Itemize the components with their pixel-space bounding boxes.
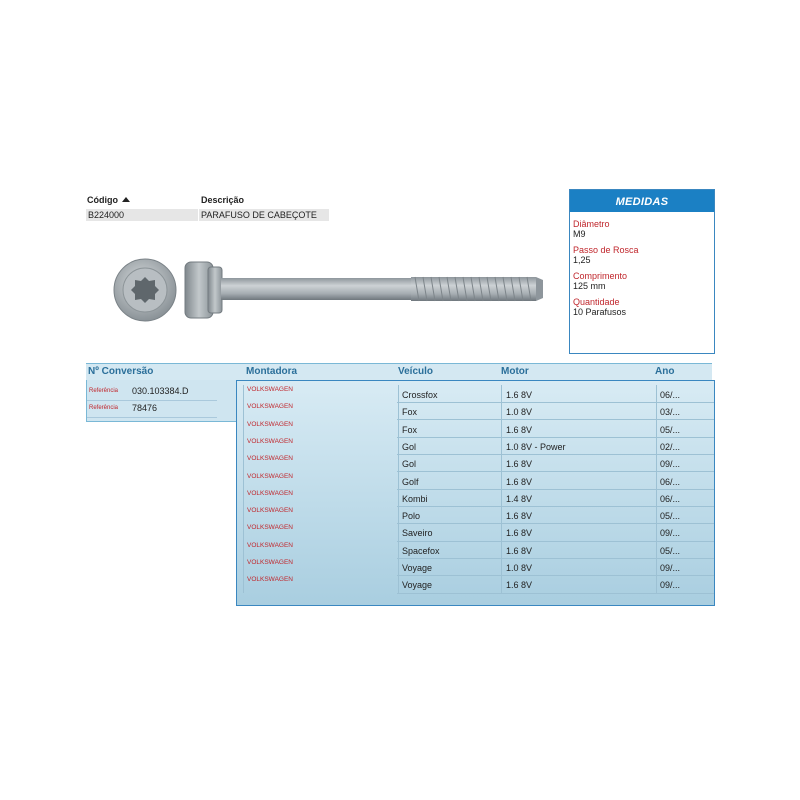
- engine-column-header: Motor: [501, 366, 529, 377]
- row-divider: [397, 437, 714, 438]
- table-row: [237, 558, 714, 575]
- maker-column-header: Montadora: [246, 366, 298, 377]
- table-row: [237, 454, 714, 471]
- engine-cell: 1.6 8V: [506, 545, 533, 556]
- reference-value: 78476: [132, 403, 158, 413]
- vehicle-cell: Fox: [402, 407, 418, 418]
- product-description: PARAFUSO DE CABEÇOTE: [199, 209, 329, 221]
- maker-cell: VOLKSWAGEN: [247, 472, 293, 480]
- engine-cell: 1.6 8V: [506, 459, 533, 470]
- table-row: [237, 575, 714, 592]
- year-cell: 09/...: [660, 580, 681, 591]
- year-cell: 06/...: [660, 390, 681, 400]
- year-column-header: Ano: [655, 366, 675, 377]
- grid-line: [243, 385, 244, 593]
- reference-row: [87, 401, 217, 418]
- engine-cell: 1.0 8V - Power: [506, 441, 566, 452]
- product-code: B224000: [86, 209, 198, 221]
- table-row: [237, 420, 714, 437]
- vehicle-column-header: Veículo: [398, 366, 434, 377]
- measures-title: MEDIDAS: [570, 190, 714, 212]
- measures-panel: [569, 189, 715, 354]
- reference-row: [87, 384, 217, 401]
- quantity-value: 10 Parafusos: [573, 307, 627, 317]
- maker-cell: VOLKSWAGEN: [247, 576, 293, 584]
- quantity-label: Quantidade: [573, 297, 620, 307]
- engine-cell: 1.6 8V: [506, 424, 533, 435]
- reference-label: Referência: [89, 405, 119, 411]
- year-cell: 02/...: [660, 441, 681, 452]
- table-row: [237, 472, 714, 489]
- row-divider: [397, 419, 714, 420]
- table-row: [237, 523, 714, 540]
- year-cell: 06/...: [660, 493, 681, 504]
- vehicle-cell: Voyage: [402, 580, 433, 591]
- code-column-header[interactable]: [87, 195, 130, 205]
- reference-label: Referência: [89, 388, 119, 394]
- description-column-header: Descrição: [201, 195, 245, 205]
- maker-cell: VOLKSWAGEN: [247, 455, 293, 463]
- row-divider: [397, 593, 714, 594]
- row-divider: [397, 471, 714, 472]
- sort-ascending-icon[interactable]: [122, 197, 130, 202]
- vehicle-cell: Kombi: [402, 493, 428, 504]
- bolt-product-image: [105, 250, 555, 325]
- row-divider: [397, 506, 714, 507]
- maker-cell: VOLKSWAGEN: [247, 507, 293, 515]
- maker-cell: VOLKSWAGEN: [247, 403, 293, 411]
- length-label: Comprimento: [573, 271, 628, 281]
- conversion-column-header: Nº Conversão: [88, 366, 154, 377]
- row-divider: [397, 541, 714, 542]
- table-row: [237, 402, 714, 419]
- vehicle-cell: Gol: [402, 459, 417, 470]
- vehicle-cell: Spacefox: [402, 545, 440, 556]
- diameter-label: Diâmetro: [573, 219, 610, 229]
- year-cell: 09/...: [660, 459, 681, 470]
- vehicle-cell: Polo: [402, 511, 421, 522]
- vehicle-cell: Gol: [402, 441, 417, 452]
- reference-list: [86, 380, 237, 422]
- maker-cell: VOLKSWAGEN: [247, 489, 293, 497]
- row-divider: [397, 454, 714, 455]
- year-cell: 05/...: [660, 545, 681, 556]
- conversion-table-header: [86, 363, 712, 380]
- engine-cell: 1.6 8V: [506, 528, 533, 539]
- engine-cell: 1.6 8V: [506, 390, 533, 400]
- row-divider: [397, 575, 714, 576]
- year-cell: 09/...: [660, 563, 681, 573]
- vehicle-cell: Fox: [402, 424, 418, 435]
- table-row: [237, 385, 714, 402]
- table-row: [237, 541, 714, 558]
- code-header-label: Código: [87, 195, 118, 205]
- engine-cell: 1.0 8V: [506, 407, 533, 418]
- engine-cell: 1.4 8V: [506, 493, 533, 504]
- maker-cell: VOLKSWAGEN: [247, 541, 293, 549]
- year-cell: 09/...: [660, 528, 681, 539]
- maker-cell: VOLKSWAGEN: [247, 386, 293, 393]
- maker-cell: VOLKSWAGEN: [247, 524, 293, 532]
- engine-cell: 1.0 8V: [506, 563, 533, 573]
- maker-cell: VOLKSWAGEN: [247, 420, 293, 428]
- engine-cell: 1.6 8V: [506, 476, 533, 487]
- maker-cell: VOLKSWAGEN: [247, 437, 293, 445]
- year-cell: 03/...: [660, 407, 681, 418]
- table-row: [237, 489, 714, 506]
- row-divider: [397, 402, 714, 403]
- row-divider: [397, 489, 714, 490]
- year-cell: 05/...: [660, 424, 681, 435]
- table-row: [237, 506, 714, 523]
- maker-cell: VOLKSWAGEN: [247, 559, 293, 566]
- year-cell: 06/...: [660, 476, 681, 487]
- engine-cell: 1.6 8V: [506, 511, 533, 522]
- row-divider: [397, 523, 714, 524]
- row-divider: [397, 558, 714, 559]
- vehicle-cell: Golf: [402, 476, 419, 487]
- diameter-value: M9: [573, 229, 586, 239]
- vehicle-cell: Crossfox: [402, 390, 438, 400]
- thread-pitch-value: 1,25: [573, 255, 591, 265]
- reference-value: 030.103384.D: [132, 386, 189, 396]
- thread-pitch-label: Passo de Rosca: [573, 245, 639, 255]
- vehicle-applications-table: [236, 380, 715, 606]
- vehicle-cell: Voyage: [402, 563, 433, 573]
- vehicle-cell: Saveiro: [402, 528, 433, 539]
- length-value: 125 mm: [573, 281, 606, 291]
- engine-cell: 1.6 8V: [506, 580, 533, 591]
- table-row: [237, 437, 714, 454]
- year-cell: 05/...: [660, 511, 681, 522]
